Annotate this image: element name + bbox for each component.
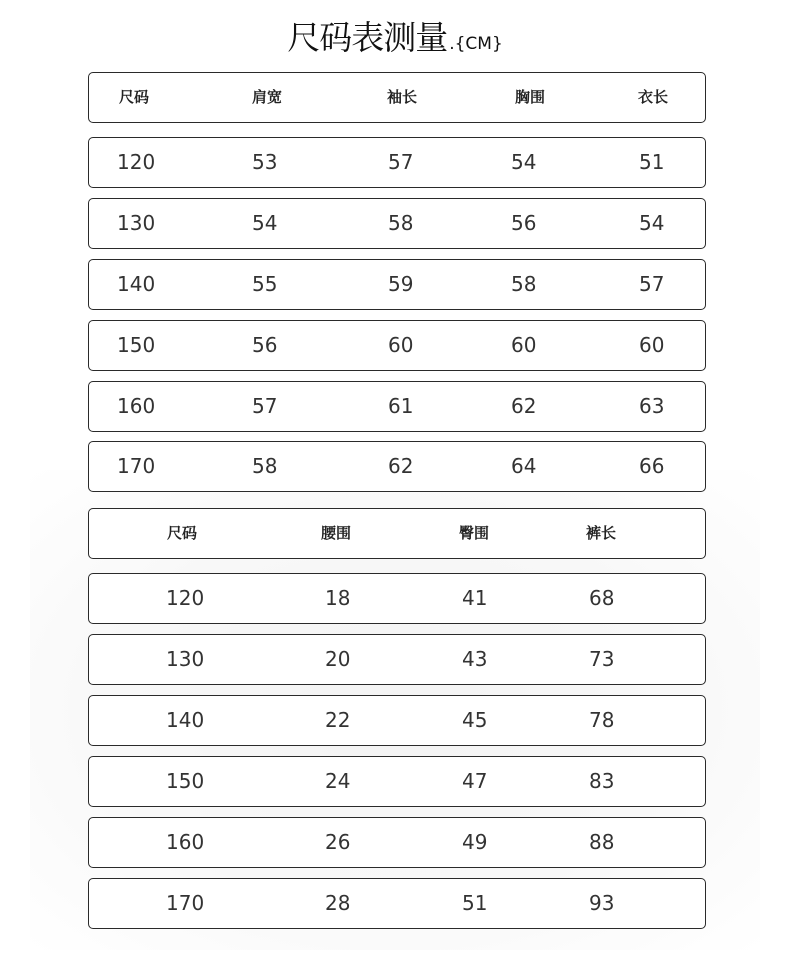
table-cell: 62 bbox=[388, 454, 414, 478]
pants-table-row bbox=[88, 634, 706, 685]
table-cell: 66 bbox=[639, 454, 665, 478]
header-cell-chest: 胸围 bbox=[515, 88, 546, 106]
table-cell: 45 bbox=[462, 708, 488, 732]
table-cell: 54 bbox=[639, 211, 665, 235]
table-cell: 78 bbox=[589, 708, 615, 732]
pants-table-row bbox=[88, 878, 706, 929]
table-cell: 120 bbox=[117, 150, 156, 174]
header-cell-shoulder: 肩宽 bbox=[252, 88, 283, 106]
table-cell: 68 bbox=[589, 586, 615, 610]
table-cell: 26 bbox=[325, 830, 351, 854]
table-cell: 53 bbox=[252, 150, 278, 174]
table-cell: 28 bbox=[325, 891, 351, 915]
table-cell: 57 bbox=[388, 150, 414, 174]
table-cell: 64 bbox=[511, 454, 537, 478]
tops-table-row bbox=[88, 137, 706, 188]
table-cell: 51 bbox=[462, 891, 488, 915]
header-cell-size: 尺码 bbox=[167, 524, 198, 542]
header-cell-waist: 腰围 bbox=[321, 524, 352, 542]
tops-table-header bbox=[88, 72, 706, 123]
table-cell: 49 bbox=[462, 830, 488, 854]
table-cell: 18 bbox=[325, 586, 351, 610]
table-cell: 43 bbox=[462, 647, 488, 671]
table-cell: 140 bbox=[117, 272, 156, 296]
table-cell: 55 bbox=[252, 272, 278, 296]
table-cell: 54 bbox=[511, 150, 537, 174]
table-cell: 56 bbox=[252, 333, 278, 357]
table-cell: 160 bbox=[166, 830, 205, 854]
table-cell: 58 bbox=[511, 272, 537, 296]
table-cell: 59 bbox=[388, 272, 414, 296]
table-cell: 60 bbox=[639, 333, 665, 357]
table-cell: 57 bbox=[252, 394, 278, 418]
title-unit: .{CM} bbox=[449, 34, 503, 54]
table-cell: 60 bbox=[388, 333, 414, 357]
table-cell: 160 bbox=[117, 394, 156, 418]
table-cell: 58 bbox=[252, 454, 278, 478]
table-cell: 61 bbox=[388, 394, 414, 418]
table-cell: 56 bbox=[511, 211, 537, 235]
table-cell: 120 bbox=[166, 586, 205, 610]
table-cell: 58 bbox=[388, 211, 414, 235]
pants-table-row bbox=[88, 573, 706, 624]
table-cell: 20 bbox=[325, 647, 351, 671]
table-cell: 88 bbox=[589, 830, 615, 854]
table-cell: 170 bbox=[117, 454, 156, 478]
table-cell: 51 bbox=[639, 150, 665, 174]
table-cell: 41 bbox=[462, 586, 488, 610]
table-cell: 83 bbox=[589, 769, 615, 793]
table-cell: 130 bbox=[117, 211, 156, 235]
table-cell: 54 bbox=[252, 211, 278, 235]
tops-table-row bbox=[88, 259, 706, 310]
tops-table-row bbox=[88, 198, 706, 249]
table-cell: 24 bbox=[325, 769, 351, 793]
table-cell: 73 bbox=[589, 647, 615, 671]
table-cell: 63 bbox=[639, 394, 665, 418]
table-cell: 22 bbox=[325, 708, 351, 732]
tops-table-row bbox=[88, 441, 706, 492]
pants-table-row bbox=[88, 756, 706, 807]
table-cell: 47 bbox=[462, 769, 488, 793]
pants-table-row bbox=[88, 695, 706, 746]
table-cell: 93 bbox=[589, 891, 615, 915]
pants-table-row bbox=[88, 817, 706, 868]
header-cell-length: 衣长 bbox=[638, 88, 669, 106]
table-cell: 140 bbox=[166, 708, 205, 732]
pants-table-header bbox=[88, 508, 706, 559]
header-cell-pants-length: 裤长 bbox=[586, 524, 617, 542]
table-cell: 60 bbox=[511, 333, 537, 357]
header-cell-size: 尺码 bbox=[119, 88, 150, 106]
table-cell: 150 bbox=[166, 769, 205, 793]
tops-table-row bbox=[88, 381, 706, 432]
table-cell: 57 bbox=[639, 272, 665, 296]
title-text: 尺码表测量 bbox=[287, 18, 448, 57]
header-cell-sleeve: 袖长 bbox=[387, 88, 418, 106]
page-title bbox=[0, 12, 790, 59]
table-cell: 150 bbox=[117, 333, 156, 357]
table-cell: 130 bbox=[166, 647, 205, 671]
table-cell: 170 bbox=[166, 891, 205, 915]
tops-table-row bbox=[88, 320, 706, 371]
table-cell: 62 bbox=[511, 394, 537, 418]
header-cell-hip: 臀围 bbox=[459, 524, 490, 542]
